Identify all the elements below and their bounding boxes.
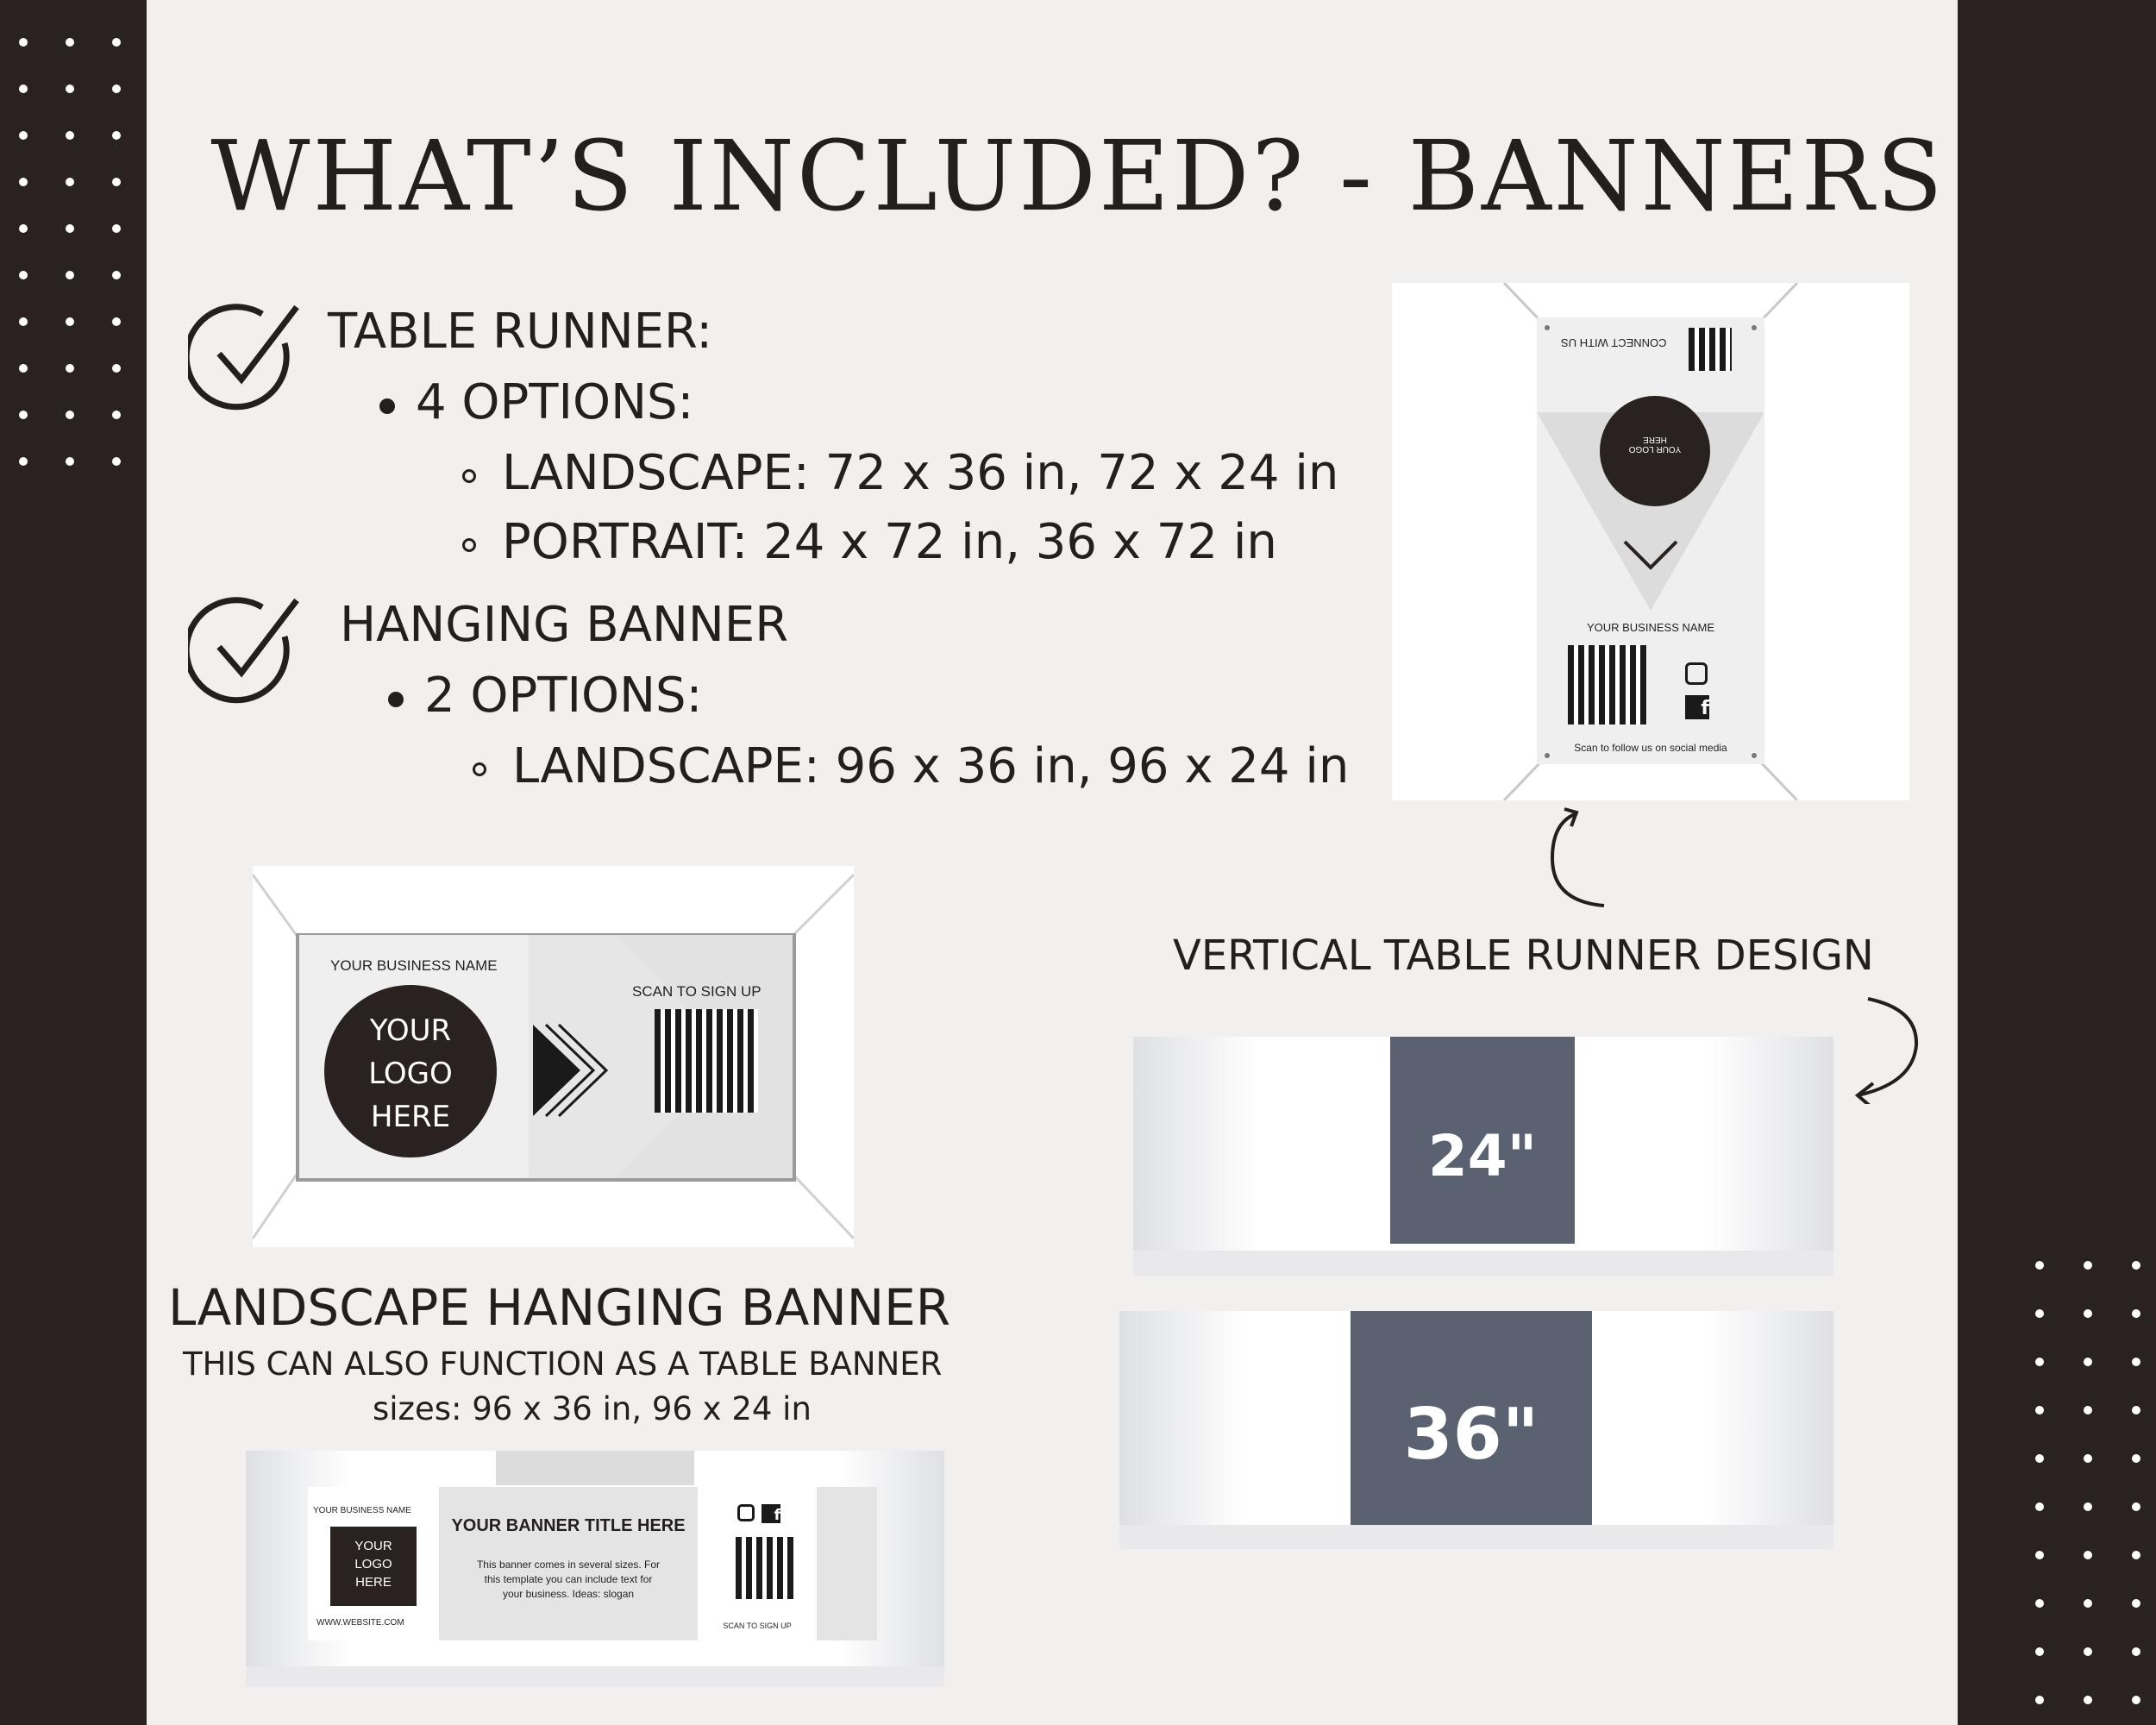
instagram-icon (737, 1504, 755, 1521)
hollow-bullet-icon (462, 538, 476, 552)
scan-caption-text: Scan to follow us on social media (1574, 742, 1727, 754)
landscape-banner-mockup (253, 866, 854, 1247)
checkmark-circle-icon (188, 300, 300, 412)
decor-dot (66, 317, 74, 326)
left-dark-panel (0, 0, 147, 1725)
decor-dot (19, 38, 28, 47)
decor-dot (2132, 1261, 2140, 1270)
decor-dot (2132, 1599, 2140, 1608)
website-text: WWW.WEBSITE.COM (317, 1618, 404, 1628)
decor-dot (2035, 1502, 2044, 1511)
decor-dot (2084, 1261, 2092, 1270)
checkmark-circle-icon (188, 593, 300, 706)
decor-dot (112, 38, 121, 47)
decor-dot (112, 411, 121, 419)
decor-dot (112, 85, 121, 93)
decor-dot (2132, 1406, 2140, 1414)
scan-to-sign-up-text: SCAN TO SIGN UP (632, 983, 761, 1000)
decor-dot (19, 271, 28, 279)
runner-36-mockup (1119, 1311, 1833, 1549)
decor-dot (2084, 1358, 2092, 1366)
decor-dot (2035, 1309, 2044, 1318)
hanging-banner-options: 2 OPTIONS: (424, 668, 703, 724)
connect-with-us-text: CONNECT WITH US (1561, 336, 1667, 349)
landscape-banner-title: LANDSCAPE HANGING BANNER (168, 1278, 951, 1337)
decor-dot (66, 38, 74, 47)
decor-dot (2035, 1406, 2044, 1414)
business-name-text: YOUR BUSINESS NAME (1586, 621, 1715, 634)
landscape-banner-subtitle: THIS CAN ALSO FUNCTION AS A TABLE BANNER (183, 1346, 943, 1383)
logo-line: YOUR (354, 1539, 392, 1553)
decor-dot (112, 364, 121, 373)
runner-width-label: 36" (1403, 1394, 1539, 1476)
logo-placeholder-text: YOUR LOGO HERE (1628, 435, 1682, 454)
right-dark-panel (1958, 0, 2156, 1725)
qr-code-icon (655, 1009, 758, 1113)
logo-line: LOGO (354, 1557, 392, 1571)
decor-dot (2084, 1696, 2092, 1704)
logo-placeholder (324, 1009, 497, 1138)
decor-dot (66, 85, 74, 93)
decor-dot (2035, 1454, 2044, 1463)
business-name-text: YOUR BUSINESS NAME (313, 1506, 411, 1515)
decor-dot (2035, 1358, 2044, 1366)
decor-dot (2035, 1647, 2044, 1656)
runner-24-mockup (1133, 1037, 1833, 1276)
decor-dot (112, 317, 121, 326)
decor-dot (2132, 1647, 2140, 1656)
decor-dot (19, 85, 28, 93)
curved-arrow-icon (1535, 802, 1621, 914)
table-runner-portrait: PORTRAIT: 24 x 72 in, 36 x 72 in (502, 514, 1277, 570)
decor-dot (2132, 1696, 2140, 1704)
logo-line: HERE (370, 1100, 451, 1134)
decor-dot (2132, 1358, 2140, 1366)
table-runner-heading: TABLE RUNNER: (328, 304, 713, 360)
qr-code-icon (736, 1537, 798, 1599)
logo-line: YOUR (369, 1013, 452, 1048)
table-runner-landscape: LANDSCAPE: 72 x 36 in, 72 x 24 in (502, 445, 1339, 501)
decor-dot (2084, 1502, 2092, 1511)
decor-dot (2084, 1406, 2092, 1414)
logo-line: LOGO (368, 1057, 453, 1091)
page-title: WHAT’S INCLUDED? - BANNERS (210, 121, 1946, 233)
hanging-banner-landscape: LANDSCAPE: 96 x 36 in, 96 x 24 in (512, 738, 1350, 794)
decor-dot (2035, 1696, 2044, 1704)
decor-dot (2035, 1599, 2044, 1608)
hollow-bullet-icon (473, 762, 486, 776)
decor-dot (2132, 1551, 2140, 1559)
qr-code-icon (1689, 328, 1732, 371)
bullet-icon (379, 398, 395, 414)
scan-to-sign-up-text: SCAN TO SIGN UP (723, 1622, 792, 1630)
decor-dot (66, 364, 74, 373)
vertical-runner-caption: VERTICAL TABLE RUNNER DESIGN (1173, 932, 1874, 980)
facebook-icon: f (1685, 695, 1709, 719)
curved-arrow-icon (1846, 992, 1932, 1104)
decor-dot (2084, 1647, 2092, 1656)
decor-dot (2132, 1502, 2140, 1511)
decor-dot (2084, 1551, 2092, 1559)
decor-dot (2132, 1309, 2140, 1318)
landscape-banner-sizes: sizes: 96 x 36 in, 96 x 24 in (373, 1390, 812, 1427)
logo-placeholder (330, 1527, 417, 1606)
runner-width-label: 24" (1427, 1123, 1538, 1189)
decor-dot (19, 364, 28, 373)
decor-dot (66, 457, 74, 466)
decor-dot (19, 457, 28, 466)
banner-title-text: YOUR BANNER TITLE HERE (451, 1516, 686, 1535)
instagram-icon (1685, 662, 1708, 685)
decor-dot (2084, 1309, 2092, 1318)
banner-right-panel (698, 1487, 817, 1640)
qr-code-icon (1568, 645, 1647, 724)
decor-dot (112, 457, 121, 466)
business-name-text: YOUR BUSINESS NAME (330, 957, 498, 974)
decor-dot (66, 411, 74, 419)
hollow-bullet-icon (462, 469, 476, 483)
facebook-icon: f (761, 1504, 780, 1523)
decor-dot (66, 271, 74, 279)
banner-body-text: This banner comes in several sizes. For this template you can include text for your business. Ideas: slogan (476, 1559, 661, 1600)
vertical-runner-mockup (1392, 283, 1909, 800)
decor-dot (2132, 1454, 2140, 1463)
decor-dot (2084, 1599, 2092, 1608)
decor-dot (2035, 1261, 2044, 1270)
decor-dot (112, 271, 121, 279)
banner-left-panel (308, 1487, 439, 1640)
bullet-icon (388, 692, 404, 707)
decor-dot (2035, 1551, 2044, 1559)
decor-dot (19, 317, 28, 326)
hanging-banner-heading: HANGING BANNER (340, 597, 789, 653)
logo-line: HERE (355, 1575, 392, 1590)
decor-dot (19, 411, 28, 419)
table-runner-options: 4 OPTIONS: (416, 374, 694, 430)
decor-dot (2084, 1454, 2092, 1463)
table-banner-mockup (246, 1451, 944, 1687)
